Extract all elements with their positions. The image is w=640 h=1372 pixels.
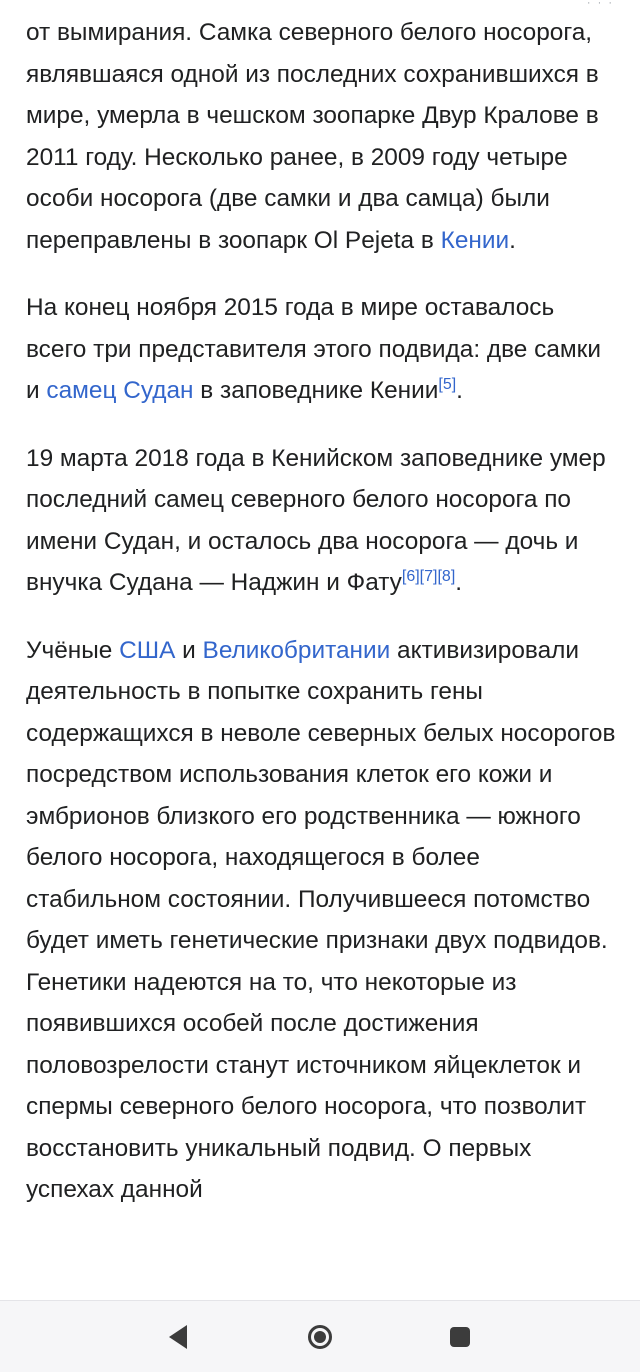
paragraph-text: . [456, 377, 463, 404]
top-edge-fragment: · · · [586, 0, 614, 6]
home-dot-icon [314, 1331, 326, 1343]
paragraph-text: от вымирания. Самка северного белого носорога, являвшаяся одной из последних сохранившихся в мире, умерла в чешском зоопарке Двур Кралове в 2011 году. Несколько ранее, в 2009 году четыре особи носорога (две самки и два самца) были переправлены в зоопарк Ol Pejeta в [26, 19, 599, 254]
footnote-refs-6-8 [402, 568, 455, 585]
link-usa[interactable]: США [119, 636, 176, 664]
paragraph-text: . [509, 226, 516, 254]
paragraph-text: и [175, 636, 203, 664]
back-triangle-icon [169, 1325, 187, 1349]
paragraph-2015 [26, 287, 620, 412]
paragraph-text: . [455, 569, 463, 596]
paragraph-scientists [26, 630, 620, 1211]
system-navigation-bar [0, 1300, 640, 1372]
back-button[interactable] [156, 1313, 204, 1361]
link-male-sudan[interactable]: самец Судан [46, 377, 194, 404]
footnote-link-7[interactable]: [7] [419, 567, 438, 585]
recents-square-icon [450, 1327, 470, 1347]
paragraph-text: Учёные [26, 636, 120, 664]
paragraph-extinction [26, 12, 620, 261]
footnote-link-6[interactable]: [6] [401, 567, 420, 585]
link-kenya[interactable]: Кении [440, 226, 510, 254]
footnote-link-8[interactable]: [8] [437, 567, 456, 585]
paragraph-text: в заповеднике Кении [193, 377, 439, 404]
article-body [26, 12, 620, 1300]
recents-button[interactable] [436, 1313, 484, 1361]
paragraph-2018 [26, 438, 620, 604]
home-circle-icon [308, 1325, 332, 1349]
home-button[interactable] [296, 1313, 344, 1361]
paragraph-text: На конец ноября 2015 года в мире оставалось всего три представителя этого подвида: две самки и [26, 294, 601, 404]
paragraph-text: 19 марта 2018 года в Кенийском заповеднике умер последний самец северного белого носорога по имени Судан, и осталось два носорога — дочь и внучка Судана — Наджин и Фату [26, 444, 606, 596]
link-great-britain[interactable]: Великобритании [202, 636, 391, 664]
paragraph-text: активизировали деятельность в попытке сохранить гены содержащихся в неволе северных белых носорогов посредством использования клеток его кожи и эмбрионов близкого его родственника — южного белого носорога, находящегося в более стабильном состоянии. Получившееся потомство будет иметь генетические признаки двух подвидов. Генетики надеются на то, что некоторые из появившихся особей после достижения половозрелости станут источником яйцеклеток и спермы северного белого носорога, что позволит восстановить уникальный подвид. О первых успехах данной [26, 636, 616, 1203]
footnote-ref-5[interactable] [438, 376, 456, 393]
footnote-link-5[interactable]: [5] [438, 375, 457, 393]
